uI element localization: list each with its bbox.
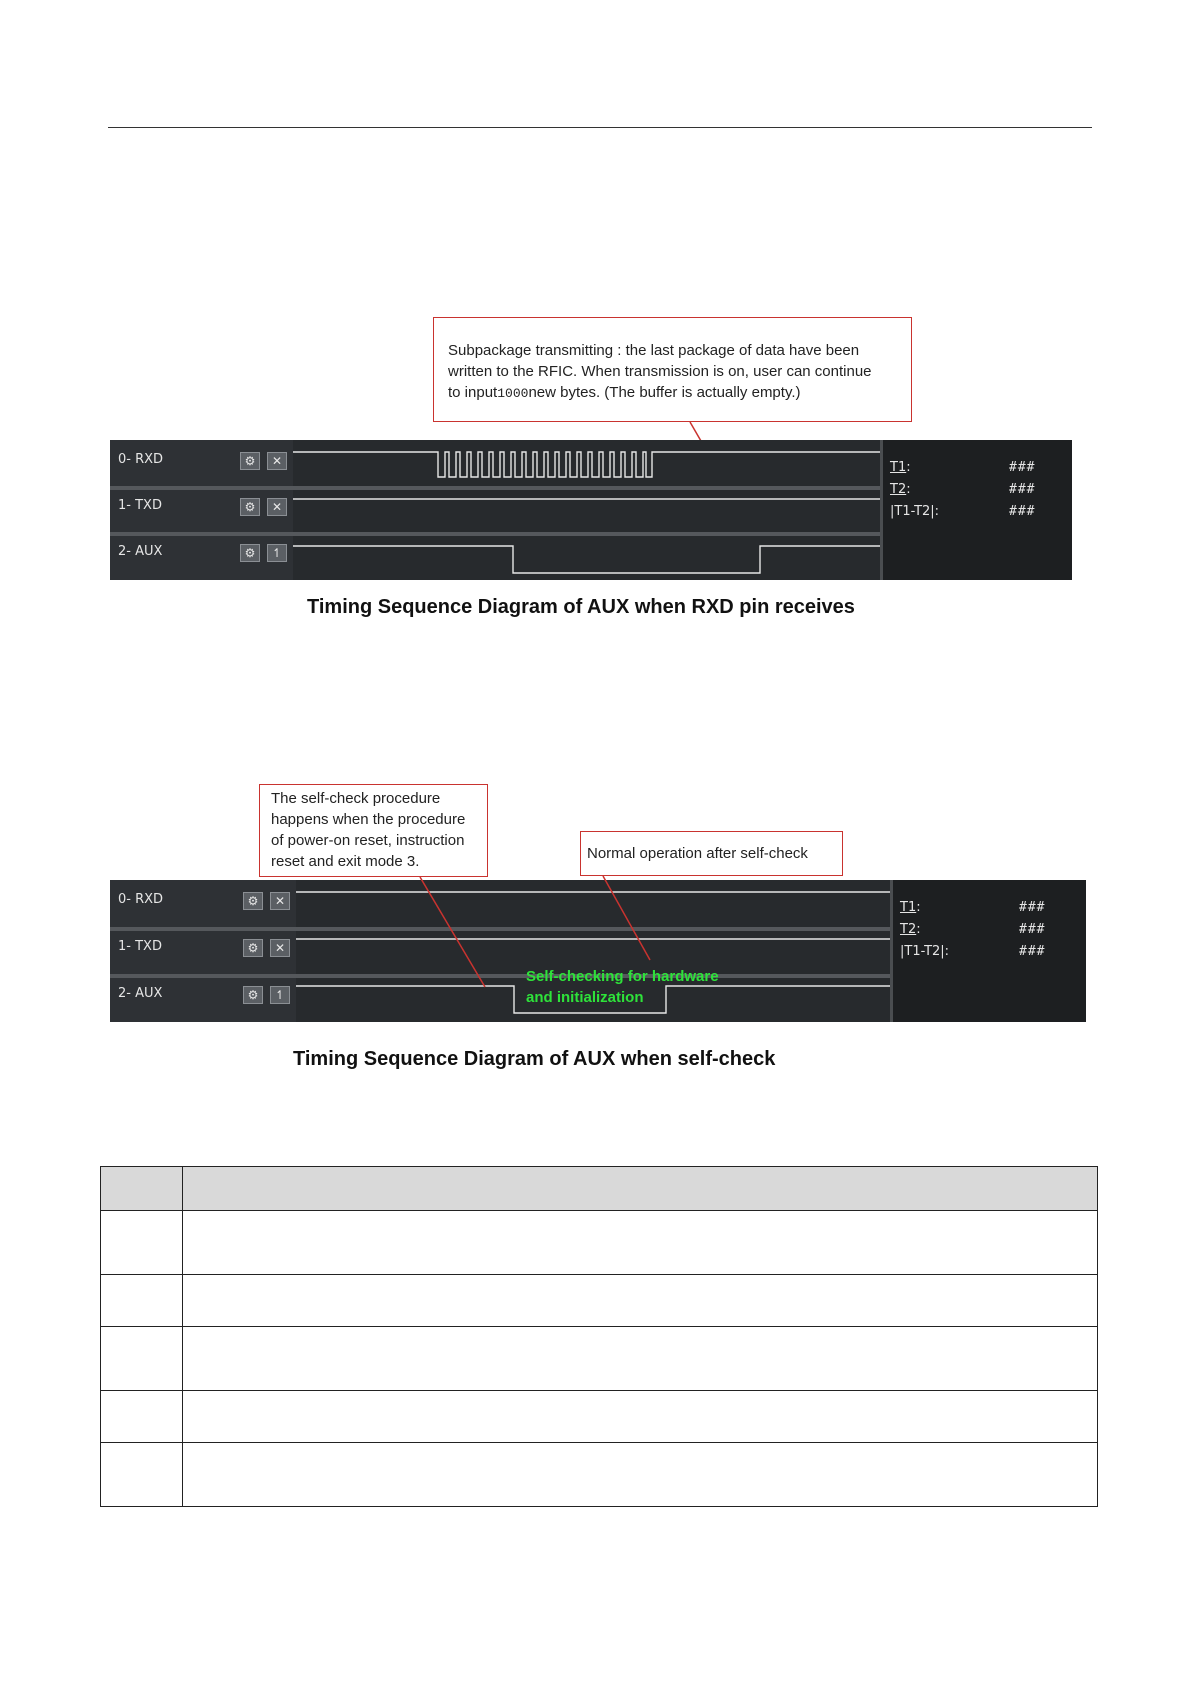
table-header-cell	[183, 1167, 1098, 1211]
callout-line-1: The self-check procedure	[271, 790, 441, 807]
gear-icon[interactable]: ⚙	[243, 892, 263, 910]
caption-diagram-1: Timing Sequence Diagram of AUX when RXD pin receives	[307, 596, 855, 618]
gear-icon[interactable]: ⚙	[240, 544, 260, 562]
callout-line-4: reset and exit mode 3.	[271, 853, 420, 870]
t2-label: T2:	[900, 922, 921, 937]
channel-label-rxd: 0- RXD	[118, 452, 164, 467]
close-icon[interactable]: ✕	[267, 452, 287, 470]
t1-value: ###	[1019, 900, 1046, 915]
t1-value: ###	[1009, 460, 1036, 475]
channel-label-aux: 2- AUX	[118, 986, 163, 1001]
t1-t2-value: ###	[1019, 944, 1046, 959]
gear-icon[interactable]: ⚙	[240, 498, 260, 516]
gear-icon[interactable]: ⚙	[243, 939, 263, 957]
channel-label-aux: 2- AUX	[118, 544, 163, 559]
table-header-row	[101, 1167, 1098, 1211]
close-icon[interactable]: ✕	[270, 892, 290, 910]
callout-line-2: written to the RFIC. When transmission is on, user can continue	[448, 363, 872, 380]
table-row	[101, 1391, 1098, 1443]
table-row	[101, 1211, 1098, 1275]
gear-icon[interactable]: ⚙	[240, 452, 260, 470]
caption-diagram-2: Timing Sequence Diagram of AUX when self-check	[293, 1048, 776, 1070]
byte-count: 1000	[497, 386, 529, 401]
table-header-cell	[101, 1167, 183, 1211]
t2-label: T2:	[890, 482, 911, 497]
data-table	[100, 1166, 1098, 1507]
callout-line-1: Subpackage transmitting : the last package of data have been	[448, 342, 860, 359]
table-row	[101, 1443, 1098, 1507]
gear-icon[interactable]: ⚙	[243, 986, 263, 1004]
t1-t2-label: |T1-T2|:	[900, 944, 950, 959]
channel-label-txd: 1- TXD	[118, 939, 162, 954]
callout-line-3: of power-on reset, instruction	[271, 832, 465, 849]
t2-value: ###	[1019, 922, 1046, 937]
t1-t2-value: ###	[1009, 504, 1036, 519]
close-icon[interactable]: ✕	[267, 498, 287, 516]
table-row	[101, 1327, 1098, 1391]
callout-line-2: happens when the procedure	[271, 811, 466, 828]
channel-label-txd: 1- TXD	[118, 498, 162, 513]
t1-label: T1:	[900, 900, 921, 915]
edge-trigger-icon[interactable]: ↿	[267, 544, 287, 562]
close-icon[interactable]: ✕	[270, 939, 290, 957]
t1-t2-label: |T1-T2|:	[890, 504, 940, 519]
callout-text: Normal operation after self-check	[587, 845, 808, 862]
edge-trigger-icon[interactable]: ↿	[270, 986, 290, 1004]
callout-line-3: to input1000new bytes. (The buffer is actually empty.)	[448, 384, 801, 401]
channel-label-rxd: 0- RXD	[118, 892, 164, 907]
table-row	[101, 1275, 1098, 1327]
self-check-label: Self-checking for hardware and initialization	[526, 968, 719, 1006]
t2-value: ###	[1009, 482, 1036, 497]
t1-label: T1:	[890, 460, 911, 475]
